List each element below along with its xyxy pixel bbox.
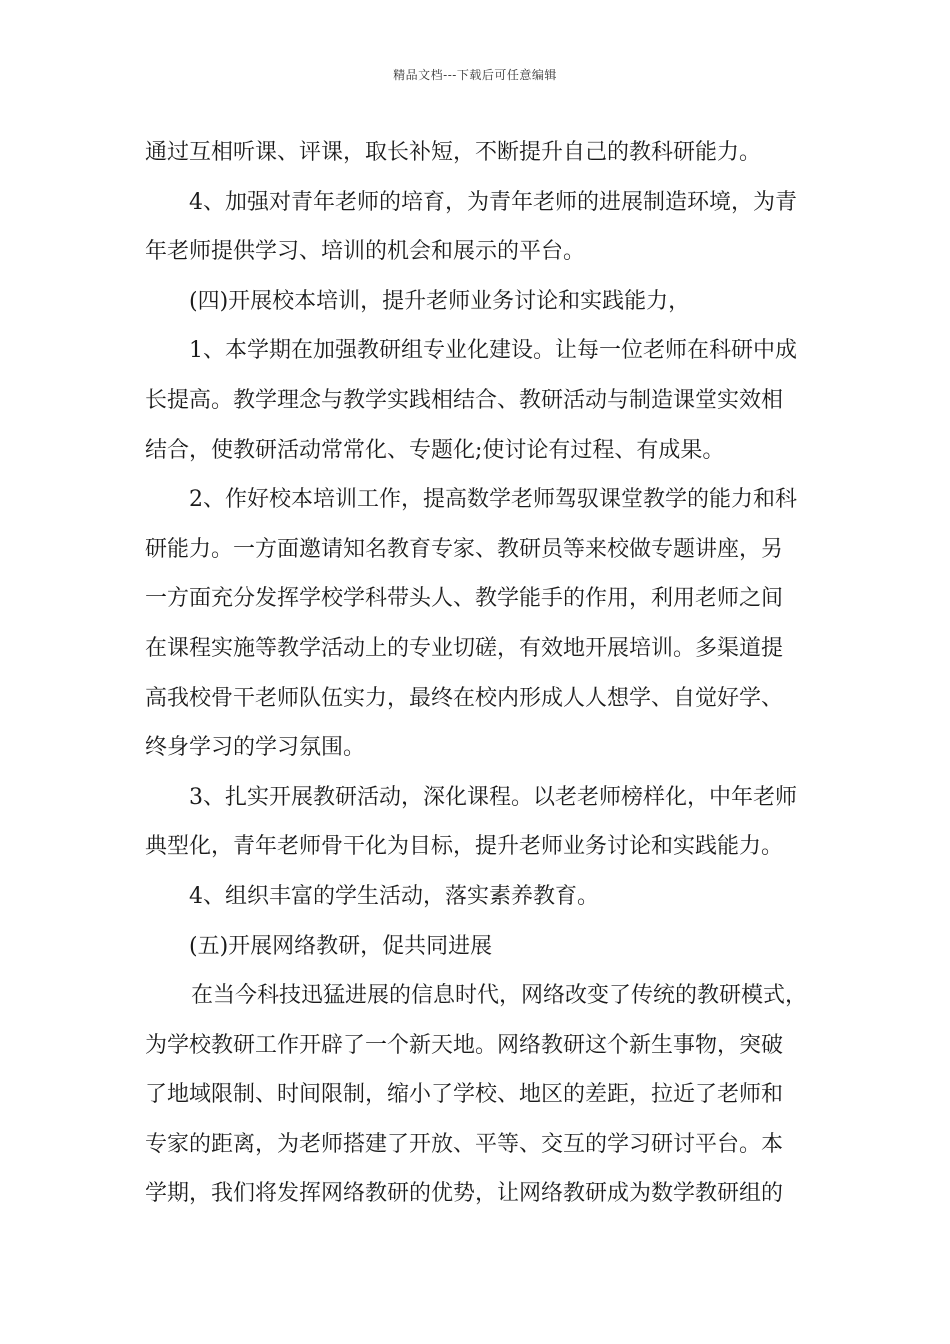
text-line: 典型化，青年老师骨干化为目标，提升老师业务讨论和实践能力。: [145, 834, 784, 860]
text-line: 结合，使教研活动常常化、专题化;使讨论有过程、有成果。: [145, 437, 725, 463]
section-heading: (四)开展校本培训，提升老师业务讨论和实践能力，: [189, 288, 691, 314]
text-line: 2、作好校本培训工作，提高数学老师驾驭课堂教学的能力和科: [189, 487, 797, 513]
text-line: 在当今科技迅猛进展的信息时代，网络改变了传统的教研模式，: [191, 983, 808, 1009]
text-line: 高我校骨干老师队伍实力，最终在校内形成人人想学、自觉好学、: [145, 685, 784, 711]
text-line: 一方面充分发挥学校学科带头人、教学能手的作用，利用老师之间: [145, 586, 784, 612]
text-line: 通过互相听课、评课，取长补短，不断提升自己的教科研能力。: [145, 140, 762, 165]
text-line: 4、组织丰富的学生活动，落实素养教育。: [189, 883, 599, 909]
section-heading: (五)开展网络教研，促共同进展: [189, 933, 493, 959]
text-line: 年老师提供学习、培训的机会和展示的平台。: [145, 239, 586, 265]
text-line: 3、扎实开展教研活动，深化课程。以老老师榜样化，中年老师: [189, 784, 797, 810]
document-body: [145, 128, 810, 1219]
text-line: 4、加强对青年老师的培育，为青年老师的进展制造环境，为青: [189, 189, 797, 215]
text-line: 终身学习的学习氛围。: [145, 735, 366, 761]
text-line: 1、本学期在加强教研组专业化建设。让每一位老师在科研中成: [189, 338, 797, 364]
text-line: 学期，我们将发挥网络教研的优势，让网络教研成为数学教研组的: [145, 1181, 784, 1207]
text-line: 为学校教研工作开辟了一个新天地。网络教研这个新生事物，突破: [145, 1032, 784, 1058]
text-line: 专家的距离，为老师搭建了开放、平等、交互的学习研讨平台。本: [145, 1131, 784, 1157]
text-line: 在课程实施等教学活动上的专业切磋，有效地开展培训。多渠道提: [145, 635, 784, 661]
text-line: 研能力。一方面邀请知名教育专家、教研员等来校做专题讲座，另: [145, 536, 784, 562]
page-header: 精品文档---下载后可任意编辑: [393, 68, 557, 82]
text-line: 了地域限制、时间限制，缩小了学校、地区的差距，拉近了老师和: [145, 1082, 784, 1108]
text-line: 长提高。教学理念与教学实践相结合、教研活动与制造课堂实效相: [145, 387, 784, 413]
